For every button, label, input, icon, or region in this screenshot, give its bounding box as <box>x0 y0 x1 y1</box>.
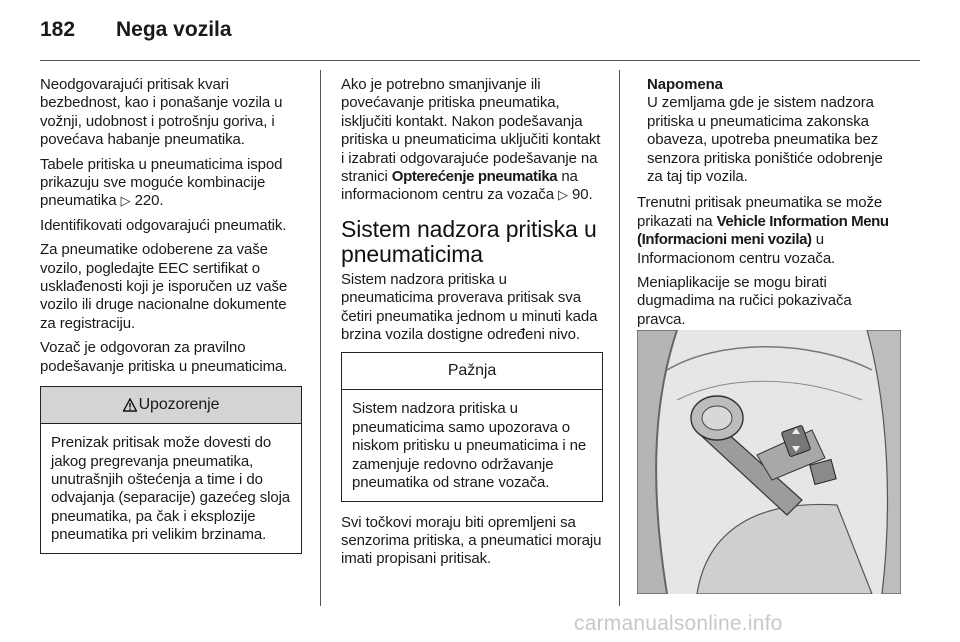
header-rule <box>40 60 920 61</box>
paragraph: Meniaplikacije se mogu birati dugmadima na ručici pokazivača pravca. <box>637 274 852 328</box>
warning-body: Prenizak pritisak može dovesti do jakog pregrevanja pneumatika, unutrašnjih oštećenja a time i do odvajanja (separacije) gazećeg sloja pneumatika, pa čak i eksplozije pneumatika pri velikim brzinama. <box>51 434 291 544</box>
paragraph-text: u Informacionom centru vozača. <box>637 231 836 267</box>
paragraph-text: Tabele pritiska u pneumaticima ispod prikazuju sve moguće kombinacije pneumatika <box>40 155 283 210</box>
note-body: U zemljama gde je sistem nadzora pritiska u pneumaticima zakonska obaveza, upotreba pneumatika bez senzora pritiska poništiće odobrenje za taj tip vozila. <box>647 94 883 186</box>
page-title: Nega vozila <box>116 18 232 41</box>
caution-header <box>342 353 602 390</box>
page-ref[interactable]: 90. <box>572 186 593 204</box>
page-header <box>40 18 232 48</box>
paragraph: Neodgovarajući pritisak kvari bezbednost, kao i ponašanje vozila u vožnji, udobnost i potrošnju goriva, i povećava habanje pneumatika. <box>40 76 283 149</box>
turn-signal-lever-illustration <box>637 330 901 594</box>
page-number: 182 <box>40 18 76 41</box>
paragraph-text: Trenutni pritisak pneumatika se može prikazati na <box>637 194 883 230</box>
warning-header <box>41 387 301 424</box>
column-3 <box>637 76 901 335</box>
paragraph: Sistem nadzora pritiska u pneumaticima proverava pritisak sva četiri pneumatika jednom u minuti kada brzina vozila dostigne određeni nivo. <box>341 270 598 344</box>
column-divider-2 <box>619 70 620 606</box>
paragraph <box>637 194 901 268</box>
menu-term: Opterećenje pneumatika <box>391 168 558 186</box>
paragraph-text: Ako je potrebno smanjivanje ili povećavanje pritiska pneumatika, isključiti kontakt. Nakon podešavanja pritiska u pneumaticima uključiti kontakt i izabrati odgovarajuće podešavanje na stranici <box>341 76 601 186</box>
warning-triangle-icon <box>123 398 137 412</box>
page-ref-arrow-icon: ▷ <box>558 187 568 203</box>
note-block <box>637 76 901 186</box>
menu-term: Vehicle Information Menu (Informacioni meni vozila) <box>637 212 889 249</box>
warning-box <box>40 386 302 553</box>
paragraph: Identifikovati odgovarajući pneumatik. <box>40 216 287 234</box>
paragraph <box>341 76 603 205</box>
lever-drawing <box>637 330 901 594</box>
watermark: carmanualsonline.info <box>574 612 783 635</box>
warning-title: Upozorenje <box>138 395 220 413</box>
caution-body: Sistem nadzora pritiska u pneumaticima samo upozorava o niskom pritisku u pneumaticima i ne zamenjuje redovno održavanje pneumatika od strane vozača. <box>352 400 587 492</box>
section-heading: Sistem nadzora pritiska u pneumaticima <box>341 215 597 267</box>
column-1 <box>40 76 302 566</box>
note-title: Napomena <box>647 76 723 93</box>
page-ref-arrow-icon: ▷ <box>120 193 131 209</box>
paragraph <box>40 156 302 211</box>
caution-box <box>341 352 603 501</box>
paragraph: Svi točkovi moraju biti opremljeni sa senzorima pritiska, a pneumatici moraju imati propisani pritisak. <box>341 513 602 568</box>
paragraph-text: na informacionom centru za vozača <box>341 168 578 204</box>
column-2 <box>341 76 603 575</box>
caution-title: Pažnja <box>447 362 497 380</box>
paragraph: Vozač je odgovoran za pravilno podešavanje pritiska u pneumaticima. <box>40 339 288 375</box>
page-ref[interactable]: 220. <box>134 192 164 210</box>
column-divider-1 <box>320 70 321 606</box>
paragraph: Za pneumatike odoberene za vaše vozilo, pogledajte EEC sertifikat o usklađenosti koji je isporučen uz vaše vozilo ili druge nacionalne dokumente za registraciju. <box>40 241 288 332</box>
